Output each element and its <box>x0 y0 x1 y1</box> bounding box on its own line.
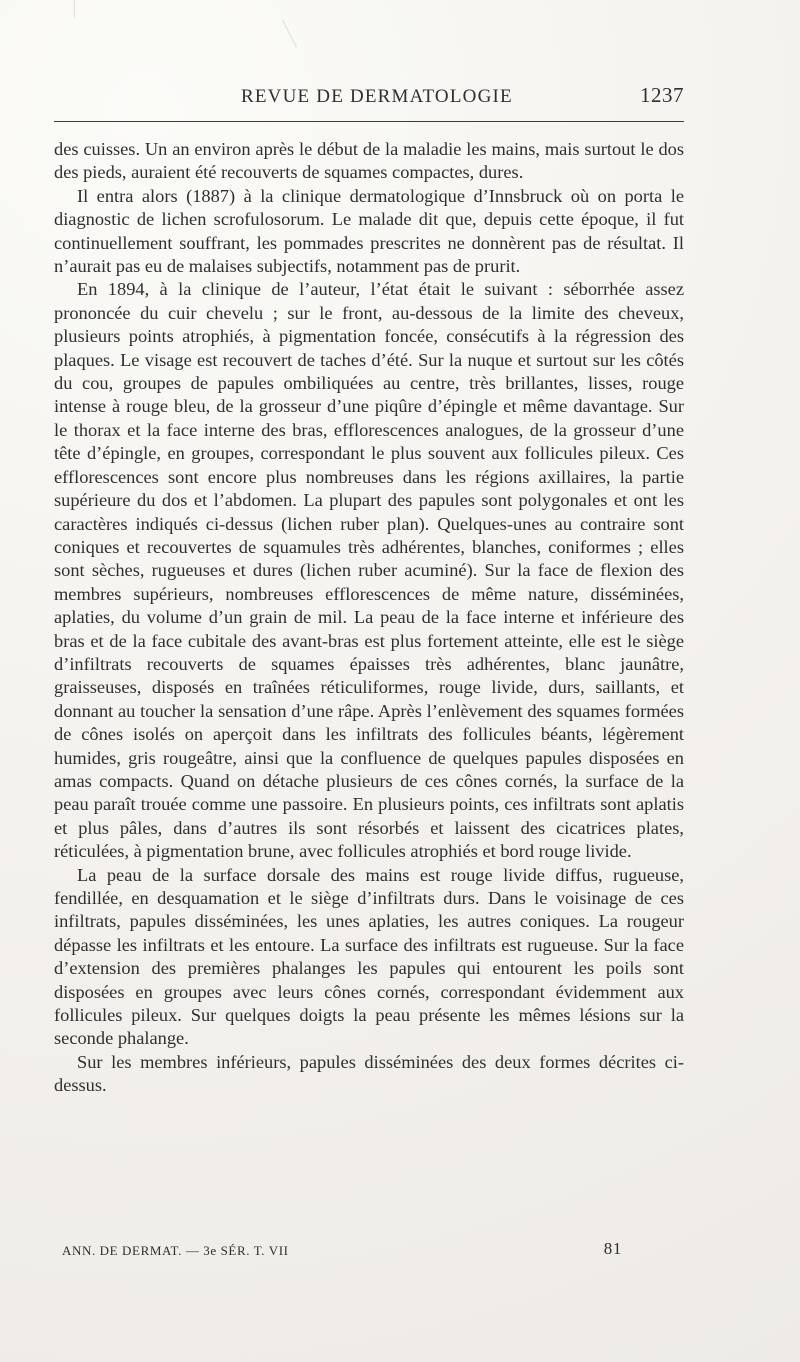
page-footer <box>62 1239 622 1263</box>
article-text <box>54 138 684 1098</box>
paragraph-continuation: des cuisses. Un an environ après le début de la maladie les mains, mais surtout le dos des pieds, auraient été recouverts de squames compactes, dures. <box>54 139 684 183</box>
page-header <box>54 82 684 112</box>
scan-mark <box>282 19 297 47</box>
scan-mark <box>74 0 75 18</box>
paragraph-clinical-history: Il entra alors (1887) à la clinique dermatologique d’Innsbruck où on porta le diagnostic de lichen scrofulosorum. Le malade dit que, depuis cette époque, il fut continuellement souffrant, les pommades prescrites ne donnèrent pas de résultat. Il n’aurait pas eu de malaises subjectifs, notamment pas de prurit. <box>54 185 684 277</box>
header-rule <box>54 121 684 122</box>
signature-number: 81 <box>603 1239 622 1258</box>
paragraph-hands-description: La peau de la surface dorsale des mains est rouge livide diffus, rugueuse, fendillée, en desquamation et le siège d’infiltrats durs. Dans le voisinage de ces infiltrats, papules disséminées, les unes aplaties, les autres coniques. La rougeur dépasse les infiltrats et les entoure. La surface des infiltrats est rugueuse. Sur la face d’extension des premières phalanges les papules qui entourent les poils sont disposées en groupes avec leurs cônes cornés, correspondant évidemment aux follicules pileux. Sur quelques doigts la peau présente les mêmes lésions sur la seconde phalange. <box>54 864 684 1049</box>
running-title: REVUE DE DERMATOLOGIE <box>241 86 513 107</box>
paragraph-1894-examination: En 1894, à la clinique de l’auteur, l’état était le suivant : séborrhée assez prononcée du cuir chevelu ; sur le front, au-dessous de la limite des cheveux, plusieurs points atrophiés, à pigmentation foncée, consécutifs à la régression des plaques. Le visage est recouvert de taches d’été. Sur la nuque et surtout sur les côtés du cou, groupes de papules ombiliquées au centre, très brillantes, lisses, rouge intense à rouge bleu, de la grosseur d’une piqûre d’épingle et même davantage. Sur le thorax et la face interne des bras, efflorescences analogues, de la grosseur d’une tête d’épingle, en groupes, correspondant le plus souvent aux follicules pileux. Ces efflorescences sont encore plus nombreuses dans les régions axillaires, la partie supérieure du dos et l’abdomen. La plupart des papules sont polygonales et ont les caractères indiqués ci-dessus (lichen ruber plan). Quelques-unes au contraire sont coniques et recouvertes de squamules très adhérentes, blanches, coniformes ; elles sont sèches, rugueuses et dures (lichen ruber acuminé). Sur la face de flexion des membres supérieurs, nombreuses efflorescences de même nature, disséminées, aplaties, du volume d’un grain de mil. La peau de la face interne et inférieure des bras et de la face cubitale des avant-bras est plus fortement atteinte, elle est le siège d’infiltrats recouverts de squames épaisses très adhérentes, blanc jaunâtre, graisseuses, disposés en traînées réticuliformes, rouge livide, durs, saillants, et donnant au toucher la sensation d’une râpe. Après l’enlèvement des squames formées de cônes isolés on aperçoit dans les infiltrats des follicules béants, légèrement humides, gris rougeâtre, ainsi que la confluence de quelques papules disposées en amas compacts. Quand on détache plusieurs de ces cônes cornés, la surface de la peau paraît trouée comme une passoire. En plusieurs points, ces infiltrats sont aplatis et plus pâles, dans d’autres ils sont résorbés et laissent des cicatrices plates, réticulées, à pigmentation brune, avec follicules atrophiés et bord rouge livide. <box>54 279 684 862</box>
page-number: 1237 <box>640 83 684 107</box>
paragraph-lower-limbs: Sur les membres inférieurs, papules disséminées des deux formes décrites ci-dessus. <box>54 1051 684 1096</box>
journal-reference: ANN. DE DERMAT. — 3e SÉR. T. VII <box>62 1243 289 1258</box>
